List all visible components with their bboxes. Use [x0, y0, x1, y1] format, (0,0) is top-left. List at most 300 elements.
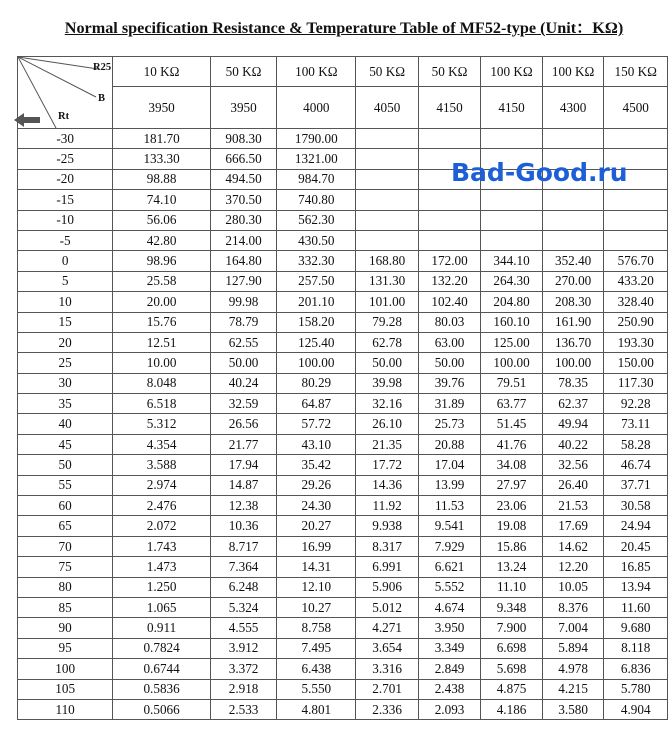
resistance-cell: 64.87 [277, 394, 356, 414]
temperature-cell: 60 [18, 496, 113, 516]
temperature-cell: 0 [18, 251, 113, 271]
resistance-cell: 17.94 [210, 455, 276, 475]
resistance-cell: 2.438 [418, 679, 480, 699]
resistance-cell [356, 129, 418, 149]
resistance-cell: 2.701 [356, 679, 418, 699]
resistance-cell [418, 190, 480, 210]
temperature-cell: -15 [18, 190, 113, 210]
resistance-cell [356, 190, 418, 210]
resistance-cell: 172.00 [418, 251, 480, 271]
resistance-cell: 19.08 [481, 516, 543, 536]
table-row [18, 659, 668, 679]
resistance-cell: 16.99 [277, 536, 356, 556]
table-row [18, 516, 668, 536]
table-row [18, 373, 668, 393]
resistance-cell: 63.00 [418, 332, 480, 352]
resistance-cell: 13.99 [418, 475, 480, 495]
table-row [18, 577, 668, 597]
resistance-cell [418, 129, 480, 149]
resistance-cell: 14.31 [277, 557, 356, 577]
page-title: Normal specification Resistance & Temperature Table of MF52-type (Unit：KΩ) [64, 19, 624, 37]
table-row [18, 597, 668, 617]
column-b-header: 4300 [542, 87, 604, 129]
resistance-cell: 4.801 [277, 699, 356, 719]
column-r25-header: 50 KΩ [356, 57, 418, 87]
resistance-cell: 29.26 [277, 475, 356, 495]
temperature-cell: 90 [18, 618, 113, 638]
temperature-cell: 35 [18, 394, 113, 414]
resistance-cell: 9.541 [418, 516, 480, 536]
resistance-cell: 8.376 [542, 597, 604, 617]
resistance-cell: 8.118 [604, 638, 668, 658]
resistance-cell: 5.312 [113, 414, 211, 434]
resistance-cell: 50.00 [210, 353, 276, 373]
resistance-cell: 117.30 [604, 373, 668, 393]
table-row [18, 455, 668, 475]
resistance-cell: 101.00 [356, 292, 418, 312]
resistance-cell: 576.70 [604, 251, 668, 271]
resistance-cell: 494.50 [210, 169, 276, 189]
resistance-cell: 2.974 [113, 475, 211, 495]
resistance-cell [604, 190, 668, 210]
resistance-cell: 193.30 [604, 332, 668, 352]
resistance-cell: 73.11 [604, 414, 668, 434]
temperature-cell: -20 [18, 169, 113, 189]
resistance-cell: 3.580 [542, 699, 604, 719]
temperature-cell: 15 [18, 312, 113, 332]
resistance-cell: 43.10 [277, 434, 356, 454]
resistance-cell: 80.29 [277, 373, 356, 393]
table-row [18, 557, 668, 577]
table-row [18, 190, 668, 210]
resistance-cell: 2.336 [356, 699, 418, 719]
resistance-cell: 3.912 [210, 638, 276, 658]
resistance-cell: 16.85 [604, 557, 668, 577]
resistance-cell: 12.20 [542, 557, 604, 577]
resistance-cell: 15.76 [113, 312, 211, 332]
resistance-cell: 8.048 [113, 373, 211, 393]
resistance-cell: 5.550 [277, 679, 356, 699]
resistance-cell: 4.978 [542, 659, 604, 679]
resistance-cell: 10.27 [277, 597, 356, 617]
table-row [18, 210, 668, 230]
column-r25-header: 50 KΩ [418, 57, 480, 87]
resistance-cell: 208.30 [542, 292, 604, 312]
resistance-cell [481, 190, 543, 210]
resistance-cell [356, 210, 418, 230]
resistance-cell: 136.70 [542, 332, 604, 352]
resistance-cell: 168.80 [356, 251, 418, 271]
resistance-cell: 9.348 [481, 597, 543, 617]
resistance-cell: 62.55 [210, 332, 276, 352]
resistance-cell: 51.45 [481, 414, 543, 434]
resistance-cell: 257.50 [277, 271, 356, 291]
resistance-cell [356, 169, 418, 189]
resistance-cell: 62.78 [356, 332, 418, 352]
temperature-cell: 55 [18, 475, 113, 495]
resistance-cell: 37.71 [604, 475, 668, 495]
resistance-cell: 125.00 [481, 332, 543, 352]
resistance-cell: 2.849 [418, 659, 480, 679]
resistance-cell: 4.354 [113, 434, 211, 454]
column-b-header: 3950 [210, 87, 276, 129]
resistance-cell: 11.53 [418, 496, 480, 516]
temperature-cell: 20 [18, 332, 113, 352]
resistance-cell: 4.674 [418, 597, 480, 617]
resistance-cell: 24.30 [277, 496, 356, 516]
resistance-cell: 344.10 [481, 251, 543, 271]
resistance-cell: 4.271 [356, 618, 418, 638]
resistance-cell: 4.186 [481, 699, 543, 719]
resistance-cell: 20.00 [113, 292, 211, 312]
temperature-cell: 45 [18, 434, 113, 454]
resistance-cell: 26.40 [542, 475, 604, 495]
resistance-cell: 24.94 [604, 516, 668, 536]
resistance-cell: 125.40 [277, 332, 356, 352]
resistance-cell: 13.94 [604, 577, 668, 597]
resistance-cell: 99.98 [210, 292, 276, 312]
resistance-cell: 32.56 [542, 455, 604, 475]
resistance-cell: 352.40 [542, 251, 604, 271]
table-row [18, 638, 668, 658]
resistance-cell: 214.00 [210, 230, 276, 250]
resistance-cell: 2.476 [113, 496, 211, 516]
resistance-cell: 6.248 [210, 577, 276, 597]
resistance-cell: 7.929 [418, 536, 480, 556]
resistance-cell: 666.50 [210, 149, 276, 169]
resistance-cell: 11.92 [356, 496, 418, 516]
back-arrow-icon[interactable] [12, 110, 42, 130]
resistance-cell: 0.5066 [113, 699, 211, 719]
resistance-cell: 150.00 [604, 353, 668, 373]
resistance-cell [542, 230, 604, 250]
resistance-cell: 80.03 [418, 312, 480, 332]
resistance-cell: 62.37 [542, 394, 604, 414]
resistance-cell: 1790.00 [277, 129, 356, 149]
resistance-cell: 63.77 [481, 394, 543, 414]
column-r25-header: 150 KΩ [604, 57, 668, 87]
resistance-cell: 2.533 [210, 699, 276, 719]
resistance-table [17, 56, 668, 720]
resistance-cell: 430.50 [277, 230, 356, 250]
resistance-cell [604, 129, 668, 149]
resistance-cell: 49.94 [542, 414, 604, 434]
resistance-cell: 12.10 [277, 577, 356, 597]
temperature-cell: -10 [18, 210, 113, 230]
resistance-cell: 21.53 [542, 496, 604, 516]
resistance-cell [356, 149, 418, 169]
temperature-cell: 80 [18, 577, 113, 597]
resistance-cell: 78.35 [542, 373, 604, 393]
resistance-cell: 39.76 [418, 373, 480, 393]
resistance-cell: 0.7824 [113, 638, 211, 658]
resistance-cell: 79.51 [481, 373, 543, 393]
resistance-cell: 3.588 [113, 455, 211, 475]
table-row [18, 271, 668, 291]
resistance-cell: 204.80 [481, 292, 543, 312]
resistance-cell: 6.518 [113, 394, 211, 414]
resistance-cell: 270.00 [542, 271, 604, 291]
resistance-cell: 74.10 [113, 190, 211, 210]
resistance-cell: 42.80 [113, 230, 211, 250]
resistance-cell: 5.780 [604, 679, 668, 699]
resistance-cell: 0.6744 [113, 659, 211, 679]
column-r25-header: 100 KΩ [277, 57, 356, 87]
resistance-cell: 58.28 [604, 434, 668, 454]
resistance-cell: 21.35 [356, 434, 418, 454]
resistance-cell: 40.22 [542, 434, 604, 454]
temperature-cell: 5 [18, 271, 113, 291]
temperature-cell: 100 [18, 659, 113, 679]
resistance-cell: 12.51 [113, 332, 211, 352]
resistance-cell: 984.70 [277, 169, 356, 189]
resistance-cell: 908.30 [210, 129, 276, 149]
temperature-cell: 10 [18, 292, 113, 312]
resistance-cell: 250.90 [604, 312, 668, 332]
resistance-cell: 2.093 [418, 699, 480, 719]
r25-label: R25 [93, 62, 112, 73]
resistance-cell: 2.918 [210, 679, 276, 699]
resistance-cell: 20.45 [604, 536, 668, 556]
resistance-cell: 25.73 [418, 414, 480, 434]
resistance-cell: 7.495 [277, 638, 356, 658]
resistance-cell [481, 210, 543, 230]
resistance-cell: 3.349 [418, 638, 480, 658]
resistance-cell: 4.215 [542, 679, 604, 699]
resistance-cell: 133.30 [113, 149, 211, 169]
temperature-cell: 25 [18, 353, 113, 373]
resistance-cell: 25.58 [113, 271, 211, 291]
resistance-cell: 0.911 [113, 618, 211, 638]
resistance-cell: 1321.00 [277, 149, 356, 169]
resistance-cell [604, 210, 668, 230]
header-row-b [18, 87, 668, 129]
column-b-header: 4150 [481, 87, 543, 129]
b-label: B [98, 93, 106, 104]
column-r25-header: 10 KΩ [113, 57, 211, 87]
resistance-cell: 433.20 [604, 271, 668, 291]
column-b-header: 3950 [113, 87, 211, 129]
temperature-cell: 95 [18, 638, 113, 658]
table-row [18, 353, 668, 373]
temperature-cell: 50 [18, 455, 113, 475]
resistance-cell: 1.250 [113, 577, 211, 597]
table-row [18, 332, 668, 352]
resistance-cell: 40.24 [210, 373, 276, 393]
table-row [18, 679, 668, 699]
resistance-cell: 1.473 [113, 557, 211, 577]
resistance-cell: 12.38 [210, 496, 276, 516]
resistance-cell: 127.90 [210, 271, 276, 291]
resistance-cell: 34.08 [481, 455, 543, 475]
temperature-cell: -30 [18, 129, 113, 149]
resistance-cell: 8.317 [356, 536, 418, 556]
resistance-cell: 31.89 [418, 394, 480, 414]
resistance-cell: 100.00 [277, 353, 356, 373]
resistance-cell: 280.30 [210, 210, 276, 230]
resistance-cell: 5.552 [418, 577, 480, 597]
resistance-cell: 10.00 [113, 353, 211, 373]
resistance-cell: 3.950 [418, 618, 480, 638]
temperature-cell: 70 [18, 536, 113, 556]
resistance-cell: 1.065 [113, 597, 211, 617]
table-row [18, 536, 668, 556]
resistance-cell: 132.20 [418, 271, 480, 291]
table-row [18, 699, 668, 719]
table-row [18, 292, 668, 312]
temperature-cell: 65 [18, 516, 113, 536]
header-row-r25 [18, 57, 668, 87]
resistance-cell: 5.906 [356, 577, 418, 597]
resistance-cell: 6.621 [418, 557, 480, 577]
resistance-cell: 8.717 [210, 536, 276, 556]
resistance-cell: 100.00 [542, 353, 604, 373]
resistance-cell: 9.680 [604, 618, 668, 638]
table-row [18, 434, 668, 454]
temperature-cell: 40 [18, 414, 113, 434]
resistance-cell: 50.00 [418, 353, 480, 373]
resistance-cell [481, 129, 543, 149]
resistance-cell: 160.10 [481, 312, 543, 332]
resistance-cell: 50.00 [356, 353, 418, 373]
resistance-cell: 5.894 [542, 638, 604, 658]
resistance-cell: 23.06 [481, 496, 543, 516]
resistance-cell: 164.80 [210, 251, 276, 271]
resistance-cell: 57.72 [277, 414, 356, 434]
resistance-cell: 2.072 [113, 516, 211, 536]
resistance-cell: 11.10 [481, 577, 543, 597]
resistance-cell: 20.88 [418, 434, 480, 454]
temperature-cell: 30 [18, 373, 113, 393]
resistance-cell: 6.698 [481, 638, 543, 658]
resistance-cell [542, 129, 604, 149]
resistance-cell: 32.59 [210, 394, 276, 414]
resistance-cell: 79.28 [356, 312, 418, 332]
resistance-cell: 10.05 [542, 577, 604, 597]
resistance-cell: 26.10 [356, 414, 418, 434]
table-row [18, 394, 668, 414]
resistance-cell: 46.74 [604, 455, 668, 475]
resistance-cell: 161.90 [542, 312, 604, 332]
resistance-cell: 6.438 [277, 659, 356, 679]
resistance-cell: 7.900 [481, 618, 543, 638]
resistance-cell [542, 190, 604, 210]
resistance-cell: 7.004 [542, 618, 604, 638]
resistance-cell: 27.97 [481, 475, 543, 495]
column-b-header: 4500 [604, 87, 668, 129]
temperature-cell: -25 [18, 149, 113, 169]
table-row [18, 496, 668, 516]
table-row [18, 312, 668, 332]
resistance-cell: 14.36 [356, 475, 418, 495]
resistance-cell: 370.50 [210, 190, 276, 210]
resistance-cell: 8.758 [277, 618, 356, 638]
resistance-cell: 98.96 [113, 251, 211, 271]
resistance-cell: 264.30 [481, 271, 543, 291]
resistance-cell: 13.24 [481, 557, 543, 577]
watermark-link[interactable]: Bad-Good.ru [451, 158, 628, 187]
table-row [18, 129, 668, 149]
resistance-cell: 17.69 [542, 516, 604, 536]
temperature-cell: 85 [18, 597, 113, 617]
resistance-cell: 14.62 [542, 536, 604, 556]
resistance-cell: 102.40 [418, 292, 480, 312]
resistance-cell: 562.30 [277, 210, 356, 230]
resistance-cell: 5.698 [481, 659, 543, 679]
temperature-cell: 75 [18, 557, 113, 577]
temperature-cell: 105 [18, 679, 113, 699]
resistance-cell: 56.06 [113, 210, 211, 230]
resistance-cell: 1.743 [113, 536, 211, 556]
resistance-cell: 5.324 [210, 597, 276, 617]
resistance-cell: 740.80 [277, 190, 356, 210]
resistance-cell: 3.654 [356, 638, 418, 658]
resistance-cell: 9.938 [356, 516, 418, 536]
resistance-cell: 181.70 [113, 129, 211, 149]
resistance-cell: 10.36 [210, 516, 276, 536]
table-row [18, 414, 668, 434]
resistance-cell: 332.30 [277, 251, 356, 271]
table-row [18, 230, 668, 250]
resistance-cell: 5.012 [356, 597, 418, 617]
table-row [18, 618, 668, 638]
resistance-cell: 41.76 [481, 434, 543, 454]
resistance-cell [542, 210, 604, 230]
column-b-header: 4150 [418, 87, 480, 129]
resistance-cell: 100.00 [481, 353, 543, 373]
resistance-cell: 15.86 [481, 536, 543, 556]
resistance-cell: 7.364 [210, 557, 276, 577]
resistance-cell: 26.56 [210, 414, 276, 434]
resistance-cell: 39.98 [356, 373, 418, 393]
resistance-cell: 3.372 [210, 659, 276, 679]
resistance-cell: 3.316 [356, 659, 418, 679]
table-row [18, 475, 668, 495]
column-b-header: 4000 [277, 87, 356, 129]
resistance-cell: 6.991 [356, 557, 418, 577]
resistance-cell: 98.88 [113, 169, 211, 189]
resistance-cell [418, 210, 480, 230]
column-b-header: 4050 [356, 87, 418, 129]
resistance-cell: 21.77 [210, 434, 276, 454]
resistance-cell: 6.836 [604, 659, 668, 679]
resistance-cell: 328.40 [604, 292, 668, 312]
temperature-cell: -5 [18, 230, 113, 250]
resistance-cell: 78.79 [210, 312, 276, 332]
resistance-cell: 11.60 [604, 597, 668, 617]
column-r25-header: 100 KΩ [481, 57, 543, 87]
resistance-cell: 30.58 [604, 496, 668, 516]
resistance-cell [356, 230, 418, 250]
resistance-cell: 0.5836 [113, 679, 211, 699]
rt-label: Rt [58, 111, 70, 122]
resistance-cell [418, 230, 480, 250]
resistance-cell: 92.28 [604, 394, 668, 414]
table-row [18, 251, 668, 271]
resistance-cell: 32.16 [356, 394, 418, 414]
resistance-cell: 131.30 [356, 271, 418, 291]
resistance-cell: 17.04 [418, 455, 480, 475]
resistance-cell: 14.87 [210, 475, 276, 495]
resistance-cell: 35.42 [277, 455, 356, 475]
resistance-cell [604, 230, 668, 250]
resistance-cell: 4.555 [210, 618, 276, 638]
resistance-cell: 201.10 [277, 292, 356, 312]
column-r25-header: 50 KΩ [210, 57, 276, 87]
resistance-cell: 158.20 [277, 312, 356, 332]
resistance-cell: 4.875 [481, 679, 543, 699]
resistance-cell: 4.904 [604, 699, 668, 719]
